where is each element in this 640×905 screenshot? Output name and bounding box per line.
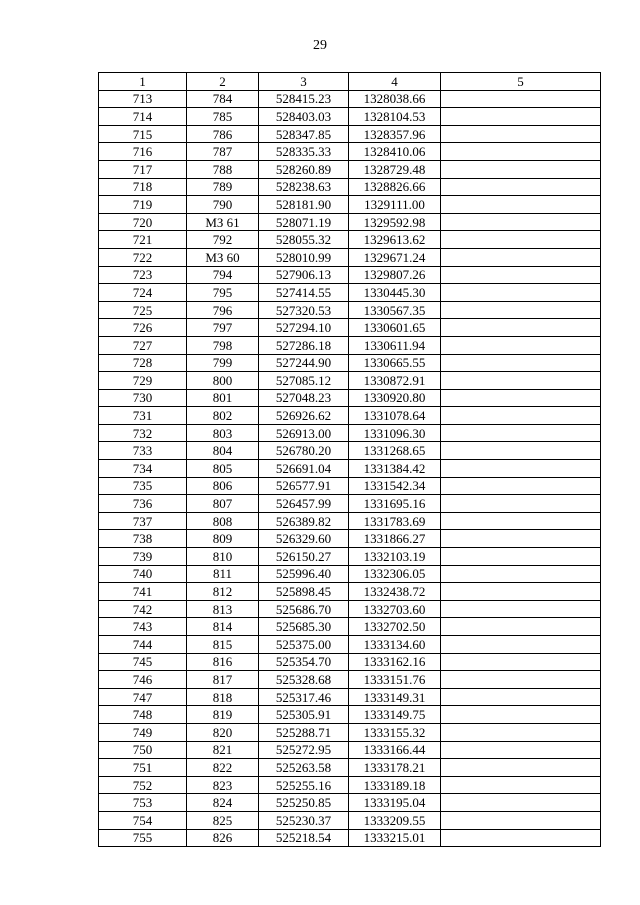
column-header-3: 3 (259, 73, 349, 91)
cell-x: 528415.23 (259, 90, 349, 108)
table-row (99, 407, 601, 425)
cell-x: 527906.13 (259, 266, 349, 284)
cell-index: 748 (99, 706, 187, 724)
cell-index: 727 (99, 336, 187, 354)
cell-point: 805 (187, 460, 259, 478)
cell-x: 525250.85 (259, 794, 349, 812)
cell-y: 1329671.24 (349, 248, 441, 266)
header-row (99, 73, 601, 91)
cell-note (441, 407, 601, 425)
cell-x: 525898.45 (259, 583, 349, 601)
cell-x: 528071.19 (259, 213, 349, 231)
cell-note (441, 794, 601, 812)
cell-point: 810 (187, 548, 259, 566)
cell-index: 735 (99, 477, 187, 495)
cell-index: 751 (99, 759, 187, 777)
cell-note (441, 565, 601, 583)
cell-y: 1329592.98 (349, 213, 441, 231)
cell-x: 525375.00 (259, 636, 349, 654)
cell-x: 527414.55 (259, 284, 349, 302)
table-row (99, 90, 601, 108)
cell-note (441, 548, 601, 566)
cell-y: 1330601.65 (349, 319, 441, 337)
cell-note (441, 776, 601, 794)
cell-point: 786 (187, 125, 259, 143)
table-row (99, 776, 601, 794)
cell-y: 1333178.21 (349, 759, 441, 777)
cell-index: 736 (99, 495, 187, 513)
cell-x: 526329.60 (259, 530, 349, 548)
table-row (99, 477, 601, 495)
cell-point: 785 (187, 108, 259, 126)
cell-x: 525230.37 (259, 811, 349, 829)
table-body (99, 90, 601, 847)
table-row (99, 301, 601, 319)
table-row (99, 125, 601, 143)
cell-y: 1330920.80 (349, 389, 441, 407)
cell-point: 811 (187, 565, 259, 583)
cell-note (441, 618, 601, 636)
table-row (99, 196, 601, 214)
cell-index: 720 (99, 213, 187, 231)
cell-point: 788 (187, 160, 259, 178)
cell-note (441, 125, 601, 143)
cell-point: 787 (187, 143, 259, 161)
cell-y: 1331268.65 (349, 442, 441, 460)
cell-y: 1333209.55 (349, 811, 441, 829)
table-row (99, 424, 601, 442)
cell-index: 755 (99, 829, 187, 847)
cell-y: 1332438.72 (349, 583, 441, 601)
cell-note (441, 759, 601, 777)
table-row (99, 618, 601, 636)
cell-point: 826 (187, 829, 259, 847)
table-row (99, 653, 601, 671)
cell-x: 528335.33 (259, 143, 349, 161)
cell-y: 1330665.55 (349, 354, 441, 372)
cell-y: 1331384.42 (349, 460, 441, 478)
cell-x: 525263.58 (259, 759, 349, 777)
cell-index: 742 (99, 600, 187, 618)
cell-x: 525305.91 (259, 706, 349, 724)
cell-note (441, 424, 601, 442)
cell-note (441, 460, 601, 478)
cell-index: 729 (99, 372, 187, 390)
cell-y: 1331542.34 (349, 477, 441, 495)
cell-y: 1329111.00 (349, 196, 441, 214)
cell-y: 1331783.69 (349, 512, 441, 530)
table-row (99, 284, 601, 302)
cell-index: 725 (99, 301, 187, 319)
table-row (99, 143, 601, 161)
cell-x: 528238.63 (259, 178, 349, 196)
cell-index: 750 (99, 741, 187, 759)
cell-note (441, 284, 601, 302)
cell-point: 807 (187, 495, 259, 513)
cell-y: 1328038.66 (349, 90, 441, 108)
cell-point: МЗ 60 (187, 248, 259, 266)
cell-index: 724 (99, 284, 187, 302)
cell-note (441, 495, 601, 513)
cell-note (441, 811, 601, 829)
cell-point: 799 (187, 354, 259, 372)
cell-index: 719 (99, 196, 187, 214)
cell-index: 738 (99, 530, 187, 548)
cell-note (441, 319, 601, 337)
cell-point: 789 (187, 178, 259, 196)
table-row (99, 794, 601, 812)
cell-y: 1331078.64 (349, 407, 441, 425)
cell-y: 1332103.19 (349, 548, 441, 566)
table-row (99, 248, 601, 266)
cell-index: 733 (99, 442, 187, 460)
cell-index: 737 (99, 512, 187, 530)
table-header (99, 73, 601, 91)
cell-point: 800 (187, 372, 259, 390)
table-row (99, 336, 601, 354)
cell-index: 715 (99, 125, 187, 143)
cell-note (441, 442, 601, 460)
cell-x: 525686.70 (259, 600, 349, 618)
cell-note (441, 143, 601, 161)
cell-y: 1328410.06 (349, 143, 441, 161)
cell-note (441, 301, 601, 319)
table-row (99, 688, 601, 706)
cell-y: 1333189.18 (349, 776, 441, 794)
table-row (99, 231, 601, 249)
cell-index: 732 (99, 424, 187, 442)
table-row (99, 741, 601, 759)
table-row (99, 723, 601, 741)
cell-note (441, 90, 601, 108)
cell-index: 734 (99, 460, 187, 478)
cell-note (441, 266, 601, 284)
cell-y: 1333195.04 (349, 794, 441, 812)
cell-x: 525354.70 (259, 653, 349, 671)
cell-x: 525996.40 (259, 565, 349, 583)
cell-note (441, 583, 601, 601)
cell-point: 804 (187, 442, 259, 460)
cell-point: 809 (187, 530, 259, 548)
table-row (99, 811, 601, 829)
cell-y: 1330567.35 (349, 301, 441, 319)
cell-index: 740 (99, 565, 187, 583)
cell-y: 1333215.01 (349, 829, 441, 847)
cell-point: 802 (187, 407, 259, 425)
cell-x: 526389.82 (259, 512, 349, 530)
cell-point: 824 (187, 794, 259, 812)
cell-point: 822 (187, 759, 259, 777)
cell-point: 813 (187, 600, 259, 618)
table-row (99, 636, 601, 654)
table-row (99, 442, 601, 460)
cell-index: 716 (99, 143, 187, 161)
column-header-1: 1 (99, 73, 187, 91)
cell-point: 796 (187, 301, 259, 319)
cell-x: 527320.53 (259, 301, 349, 319)
cell-note (441, 108, 601, 126)
cell-note (441, 213, 601, 231)
cell-point: 817 (187, 671, 259, 689)
cell-point: 797 (187, 319, 259, 337)
cell-point: 784 (187, 90, 259, 108)
cell-note (441, 530, 601, 548)
table-row (99, 460, 601, 478)
cell-index: 713 (99, 90, 187, 108)
cell-index: 747 (99, 688, 187, 706)
cell-x: 525685.30 (259, 618, 349, 636)
cell-x: 525255.16 (259, 776, 349, 794)
cell-x: 526577.91 (259, 477, 349, 495)
cell-point: МЗ 61 (187, 213, 259, 231)
cell-point: 823 (187, 776, 259, 794)
cell-point: 790 (187, 196, 259, 214)
cell-point: 815 (187, 636, 259, 654)
cell-note (441, 160, 601, 178)
cell-y: 1329613.62 (349, 231, 441, 249)
cell-point: 798 (187, 336, 259, 354)
table-row (99, 548, 601, 566)
cell-x: 526457.99 (259, 495, 349, 513)
table-row (99, 372, 601, 390)
cell-x: 526926.62 (259, 407, 349, 425)
table-row (99, 213, 601, 231)
cell-point: 795 (187, 284, 259, 302)
cell-point: 816 (187, 653, 259, 671)
table-row (99, 829, 601, 847)
cell-point: 814 (187, 618, 259, 636)
cell-note (441, 829, 601, 847)
cell-note (441, 372, 601, 390)
table-row (99, 319, 601, 337)
table-row (99, 178, 601, 196)
cell-x: 528260.89 (259, 160, 349, 178)
cell-point: 792 (187, 231, 259, 249)
table-row (99, 600, 601, 618)
cell-note (441, 688, 601, 706)
table-row (99, 583, 601, 601)
cell-y: 1328357.96 (349, 125, 441, 143)
cell-index: 744 (99, 636, 187, 654)
cell-x: 525317.46 (259, 688, 349, 706)
table-row (99, 266, 601, 284)
cell-y: 1331866.27 (349, 530, 441, 548)
cell-point: 801 (187, 389, 259, 407)
cell-x: 528181.90 (259, 196, 349, 214)
cell-y: 1328826.66 (349, 178, 441, 196)
cell-index: 714 (99, 108, 187, 126)
table-row (99, 759, 601, 777)
cell-index: 752 (99, 776, 187, 794)
cell-index: 741 (99, 583, 187, 601)
cell-note (441, 653, 601, 671)
cell-x: 525218.54 (259, 829, 349, 847)
cell-index: 743 (99, 618, 187, 636)
cell-x: 525328.68 (259, 671, 349, 689)
cell-note (441, 178, 601, 196)
cell-y: 1333149.31 (349, 688, 441, 706)
cell-note (441, 196, 601, 214)
cell-index: 745 (99, 653, 187, 671)
cell-y: 1330872.91 (349, 372, 441, 390)
cell-x: 525288.71 (259, 723, 349, 741)
table-row (99, 495, 601, 513)
column-header-4: 4 (349, 73, 441, 91)
cell-note (441, 512, 601, 530)
cell-x: 527048.23 (259, 389, 349, 407)
cell-note (441, 723, 601, 741)
cell-index: 749 (99, 723, 187, 741)
cell-x: 528347.85 (259, 125, 349, 143)
cell-x: 527286.18 (259, 336, 349, 354)
cell-y: 1328729.48 (349, 160, 441, 178)
cell-x: 526691.04 (259, 460, 349, 478)
cell-y: 1330611.94 (349, 336, 441, 354)
cell-x: 527294.10 (259, 319, 349, 337)
table-row (99, 108, 601, 126)
cell-x: 526150.27 (259, 548, 349, 566)
cell-y: 1333149.75 (349, 706, 441, 724)
column-header-2: 2 (187, 73, 259, 91)
page-number: 29 (313, 38, 327, 53)
cell-point: 808 (187, 512, 259, 530)
cell-point: 812 (187, 583, 259, 601)
cell-point: 819 (187, 706, 259, 724)
cell-point: 825 (187, 811, 259, 829)
cell-point: 794 (187, 266, 259, 284)
cell-point: 806 (187, 477, 259, 495)
cell-x: 527244.90 (259, 354, 349, 372)
cell-y: 1329807.26 (349, 266, 441, 284)
table-row (99, 160, 601, 178)
cell-y: 1333155.32 (349, 723, 441, 741)
table-row (99, 354, 601, 372)
cell-index: 730 (99, 389, 187, 407)
cell-index: 728 (99, 354, 187, 372)
cell-note (441, 477, 601, 495)
cell-note (441, 389, 601, 407)
column-header-5: 5 (441, 73, 601, 91)
cell-note (441, 600, 601, 618)
cell-note (441, 706, 601, 724)
cell-index: 717 (99, 160, 187, 178)
cell-y: 1332306.05 (349, 565, 441, 583)
cell-x: 527085.12 (259, 372, 349, 390)
table-row (99, 512, 601, 530)
table-row (99, 530, 601, 548)
cell-x: 528055.32 (259, 231, 349, 249)
cell-y: 1330445.30 (349, 284, 441, 302)
cell-note (441, 671, 601, 689)
cell-y: 1331695.16 (349, 495, 441, 513)
cell-x: 526780.20 (259, 442, 349, 460)
cell-note (441, 231, 601, 249)
cell-y: 1332702.50 (349, 618, 441, 636)
cell-y: 1333162.16 (349, 653, 441, 671)
cell-index: 726 (99, 319, 187, 337)
cell-point: 818 (187, 688, 259, 706)
cell-y: 1333151.76 (349, 671, 441, 689)
cell-y: 1328104.53 (349, 108, 441, 126)
cell-note (441, 741, 601, 759)
cell-point: 821 (187, 741, 259, 759)
cell-y: 1331096.30 (349, 424, 441, 442)
cell-y: 1332703.60 (349, 600, 441, 618)
cell-y: 1333134.60 (349, 636, 441, 654)
cell-point: 803 (187, 424, 259, 442)
coordinates-table (98, 72, 601, 847)
cell-note (441, 248, 601, 266)
cell-index: 731 (99, 407, 187, 425)
cell-point: 820 (187, 723, 259, 741)
table-row (99, 565, 601, 583)
table-row (99, 671, 601, 689)
cell-index: 739 (99, 548, 187, 566)
cell-note (441, 354, 601, 372)
cell-note (441, 336, 601, 354)
cell-index: 746 (99, 671, 187, 689)
cell-index: 721 (99, 231, 187, 249)
cell-x: 526913.00 (259, 424, 349, 442)
table-row (99, 389, 601, 407)
cell-x: 528010.99 (259, 248, 349, 266)
cell-index: 753 (99, 794, 187, 812)
cell-x: 525272.95 (259, 741, 349, 759)
cell-x: 528403.03 (259, 108, 349, 126)
cell-y: 1333166.44 (349, 741, 441, 759)
cell-index: 722 (99, 248, 187, 266)
cell-index: 723 (99, 266, 187, 284)
table-row (99, 706, 601, 724)
cell-note (441, 636, 601, 654)
cell-index: 718 (99, 178, 187, 196)
cell-index: 754 (99, 811, 187, 829)
